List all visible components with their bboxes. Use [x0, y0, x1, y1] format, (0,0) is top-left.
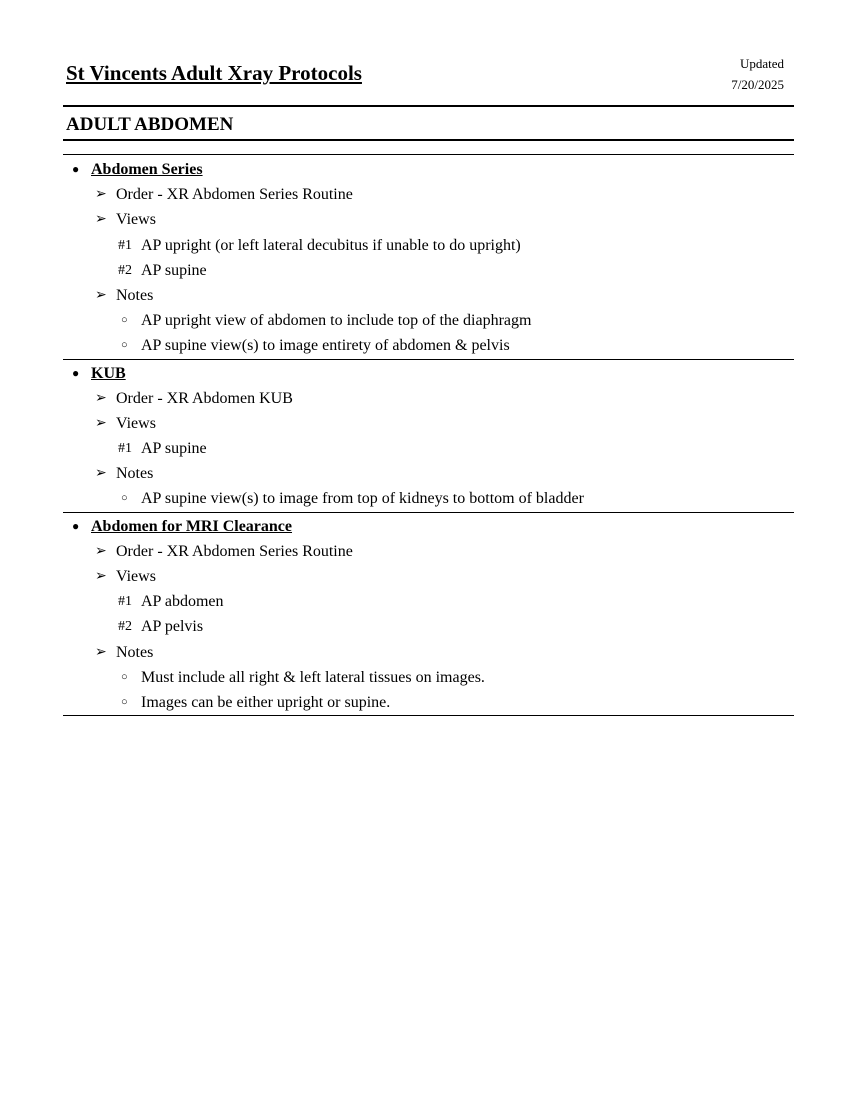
arrow-bullet-icon: ➢	[95, 390, 107, 406]
arrow-bullet-icon: ➢	[95, 187, 107, 203]
view-number: #2	[118, 619, 132, 635]
section-divider	[63, 139, 794, 141]
views-label: Views	[116, 414, 156, 432]
note-text: Must include all right & left lateral tissues on images.	[141, 668, 485, 686]
arrow-bullet-icon: ➢	[95, 543, 107, 559]
protocol-name: Abdomen for MRI Clearance	[91, 517, 293, 535]
notes-label: Notes	[116, 643, 154, 661]
view-item	[63, 614, 794, 639]
view-item	[63, 589, 794, 614]
protocol-block	[63, 360, 794, 513]
protocol-list	[63, 156, 794, 716]
views-label-row	[63, 564, 794, 589]
note-item	[63, 333, 794, 358]
view-number: #1	[118, 237, 132, 253]
protocol-block	[63, 513, 794, 717]
note-item	[63, 690, 794, 715]
circle-bullet-icon: ○	[121, 695, 128, 708]
note-item	[63, 308, 794, 333]
protocol-block	[63, 156, 794, 360]
updated-info	[731, 53, 784, 95]
views-label: Views	[116, 568, 156, 585]
order-text: Order - XR Abdomen Series Routine	[116, 186, 353, 204]
view-number: #2	[118, 262, 132, 278]
notes-label: Notes	[116, 286, 154, 304]
note-item	[63, 665, 794, 690]
arrow-bullet-icon: ➢	[95, 644, 107, 660]
order-row	[63, 539, 794, 564]
views-label: Views	[116, 211, 156, 229]
protocol-name: Abdomen Series	[91, 161, 203, 178]
view-item	[63, 233, 794, 258]
arrow-bullet-icon: ➢	[95, 466, 107, 482]
note-text: AP upright view of abdomen to include top of the diaphragm	[141, 312, 532, 330]
order-row	[63, 386, 794, 411]
circle-bullet-icon: ○	[121, 670, 128, 683]
note-text: AP supine view(s) to image from top of kidneys to bottom of bladder	[141, 490, 584, 508]
view-text: AP supine	[141, 261, 207, 279]
note-text: AP supine view(s) to image entirety of abdomen & pelvis	[141, 337, 510, 355]
view-text: AP supine	[141, 440, 207, 458]
notes-label: Notes	[116, 465, 154, 483]
updated-date: 7/20/2025	[731, 77, 784, 92]
arrow-bullet-icon: ➢	[95, 212, 107, 228]
view-text: AP pelvis	[141, 618, 204, 636]
circle-bullet-icon: ○	[121, 314, 128, 327]
protocol-header-row	[63, 361, 794, 386]
bullet-icon: ●	[72, 518, 80, 533]
header-divider	[63, 105, 794, 107]
circle-bullet-icon: ○	[121, 492, 128, 505]
bullet-icon: ●	[72, 365, 80, 380]
view-item	[63, 258, 794, 283]
note-text: Images can be either upright or supine.	[141, 693, 391, 711]
protocol-header-row	[63, 157, 794, 182]
note-item	[63, 486, 794, 511]
order-row	[63, 182, 794, 207]
notes-label-row	[63, 283, 794, 308]
bullet-icon: ●	[72, 162, 80, 176]
protocol-header-row	[63, 514, 794, 539]
view-item	[63, 436, 794, 461]
notes-label-row	[63, 640, 794, 665]
notes-label-row	[63, 461, 794, 486]
order-text: Order - XR Abdomen KUB	[116, 389, 293, 407]
view-text: AP upright (or left lateral decubitus if unable to do upright)	[141, 236, 521, 254]
list-top-divider	[63, 154, 794, 155]
updated-label: Updated	[739, 56, 784, 71]
section-heading: ADULT ABDOMEN	[66, 114, 234, 135]
view-number: #1	[118, 441, 132, 457]
view-number: #1	[118, 594, 132, 610]
arrow-bullet-icon: ➢	[95, 569, 107, 584]
view-text: AP abdomen	[141, 593, 224, 611]
order-text: Order - XR Abdomen Series Routine	[116, 542, 353, 560]
circle-bullet-icon: ○	[121, 339, 128, 352]
arrow-bullet-icon: ➢	[95, 287, 107, 303]
arrow-bullet-icon: ➢	[95, 415, 107, 431]
views-label-row	[63, 411, 794, 436]
protocol-name: KUB	[91, 364, 126, 382]
views-label-row	[63, 207, 794, 232]
document-title: St Vincents Adult Xray Protocols	[66, 61, 362, 85]
